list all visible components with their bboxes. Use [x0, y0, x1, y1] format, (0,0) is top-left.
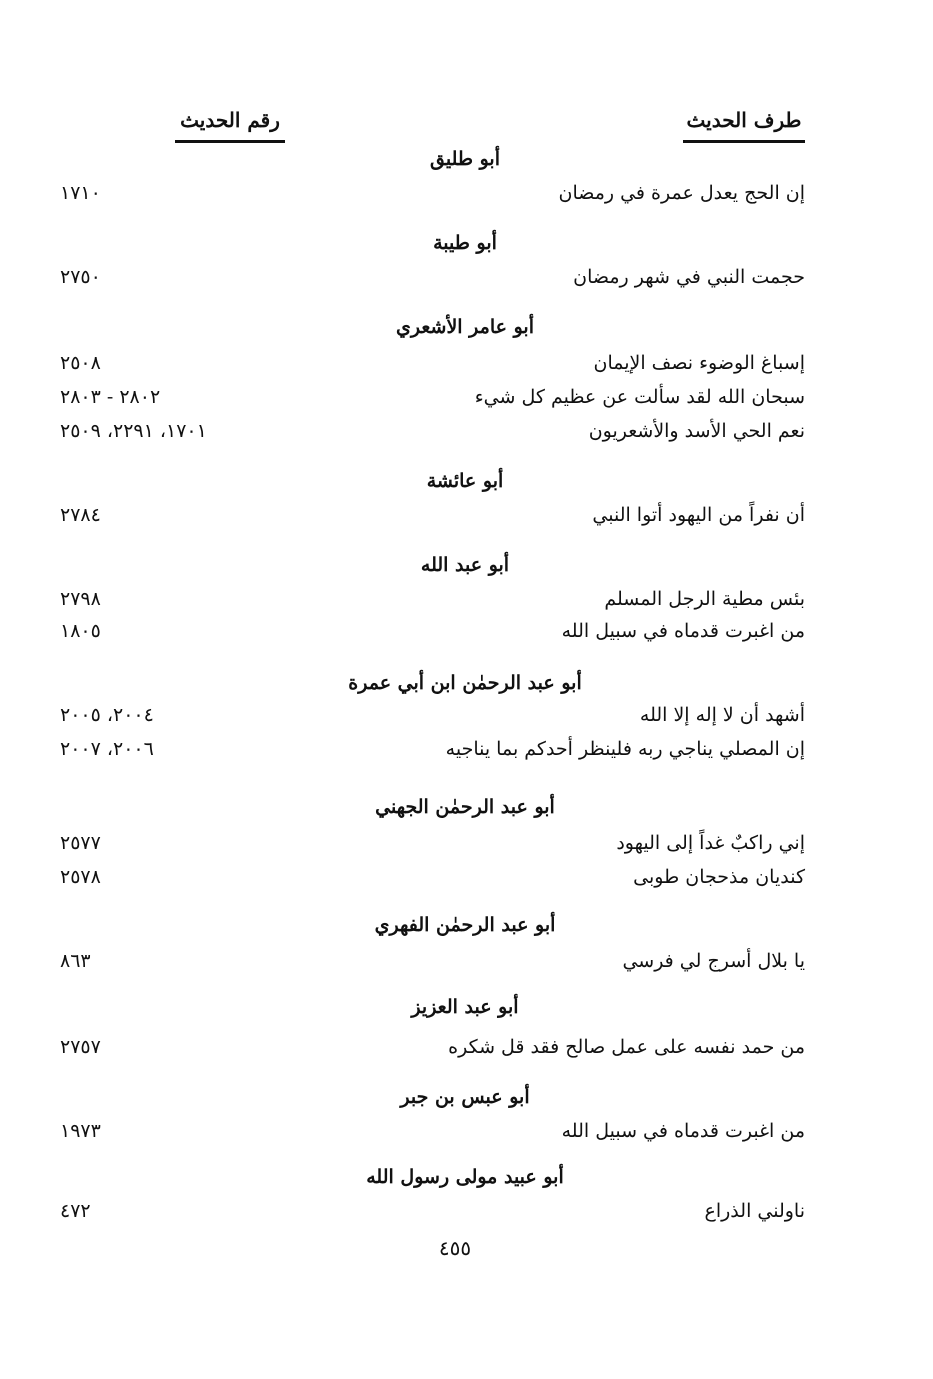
hadith-text: من اغبرت قدماه في سبيل الله [561, 1120, 805, 1142]
hadith-text: سبحان الله لقد سألت عن عظيم كل شيء [474, 386, 805, 408]
hadith-number: ١٧١٠ [60, 182, 101, 204]
hadith-text: إن المصلي يناجي ربه فلينظر أحدكم بما يناجيه [445, 738, 805, 760]
hadith-number: ٢٨٠٢ - ٢٨٠٣ [60, 386, 161, 408]
column-header-number: رقم الحديث [175, 108, 285, 143]
narrator-name: أبو عبد العزيز [411, 996, 519, 1018]
narrator-name: أبو عبد الرحمٰن ابن أبي عمرة [348, 672, 582, 694]
hadith-number: ١٧٠١، ٢٢٩١، ٢٥٠٩ [60, 420, 207, 442]
narrator-heading-row [0, 316, 933, 346]
hadith-text: نعم الحي الأسد والأشعريون [588, 420, 805, 442]
hadith-text: أن نفراً من اليهود أتوا النبي [592, 504, 805, 526]
hadith-text: إسباغ الوضوء نصف الإيمان [593, 352, 805, 374]
narrator-heading-row [0, 1166, 933, 1196]
narrator-heading-row [0, 148, 933, 178]
hadith-number: ٨٦٣ [60, 950, 91, 972]
hadith-number: ٢٥٧٨ [60, 866, 101, 888]
narrator-heading-row [0, 796, 933, 826]
page-number: ٤٥٥ [438, 1236, 472, 1260]
hadith-number: ٢٥٠٨ [60, 352, 101, 374]
hadith-row [0, 620, 933, 650]
hadith-row [0, 1120, 933, 1150]
hadith-text: كنديان مذحجان طوبى [633, 866, 805, 888]
narrator-name: أبو عبد الرحمٰن الفهري [374, 914, 556, 936]
narrator-name: أبو طليق [430, 148, 500, 170]
hadith-number: ٢٧٨٤ [60, 504, 101, 526]
hadith-row [0, 738, 933, 768]
hadith-row [0, 1036, 933, 1066]
hadith-row [0, 1200, 933, 1230]
hadith-row [0, 950, 933, 980]
narrator-name: أبو عبس بن جبر [400, 1086, 530, 1108]
hadith-text: حجمت النبي في شهر رمضان [573, 266, 805, 288]
narrator-name: أبو عبد الله [420, 554, 510, 576]
hadith-text: بئس مطية الرجل المسلم [604, 588, 805, 610]
hadith-text: أشهد أن لا إله إلا الله [639, 704, 805, 726]
hadith-row [0, 588, 933, 618]
hadith-row [0, 504, 933, 534]
hadith-text: من حمد نفسه على عمل صالح فقد قل شكره [448, 1036, 805, 1058]
narrator-heading-row [0, 554, 933, 584]
narrator-name: أبو عبد الرحمٰن الجهني [375, 796, 555, 818]
hadith-row [0, 420, 933, 450]
hadith-row [0, 386, 933, 416]
narrator-heading-row [0, 672, 933, 702]
hadith-number: ٤٧٢ [60, 1200, 91, 1222]
hadith-number: ٢٠٠٤، ٢٠٠٥ [60, 704, 154, 726]
narrator-name: أبو طيبة [433, 232, 497, 254]
column-header-hadith: طرف الحديث [683, 108, 805, 143]
hadith-number: ١٩٧٣ [60, 1120, 101, 1142]
narrator-name: أبو عبيد مولى رسول الله [366, 1166, 564, 1188]
hadith-row [0, 182, 933, 212]
hadith-text: ناولني الذراع [704, 1200, 805, 1222]
narrator-heading-row [0, 1086, 933, 1116]
hadith-number: ٢٧٩٨ [60, 588, 101, 610]
narrator-heading-row [0, 914, 933, 944]
narrator-name: أبو عائشة [426, 470, 504, 492]
hadith-number: ٢٠٠٦، ٢٠٠٧ [60, 738, 154, 760]
narrator-heading-row [0, 470, 933, 500]
hadith-text: يا بلال أسرج لي فرسي [622, 950, 805, 972]
hadith-number: ٢٧٥٠ [60, 266, 101, 288]
hadith-text: إن الحج يعدل عمرة في رمضان [558, 182, 805, 204]
narrator-heading-row [0, 232, 933, 262]
hadith-row [0, 704, 933, 734]
narrator-name: أبو عامر الأشعري [396, 316, 534, 338]
hadith-row [0, 866, 933, 896]
hadith-number: ١٨٠٥ [60, 620, 101, 642]
hadith-number: ٢٥٧٧ [60, 832, 101, 854]
hadith-number: ٢٧٥٧ [60, 1036, 101, 1058]
hadith-row [0, 832, 933, 862]
hadith-text: من اغبرت قدماه في سبيل الله [561, 620, 805, 642]
hadith-row [0, 266, 933, 296]
hadith-text: إني راكبٌ غداً إلى اليهود [616, 832, 805, 854]
narrator-heading-row [0, 996, 933, 1026]
hadith-row [0, 352, 933, 382]
